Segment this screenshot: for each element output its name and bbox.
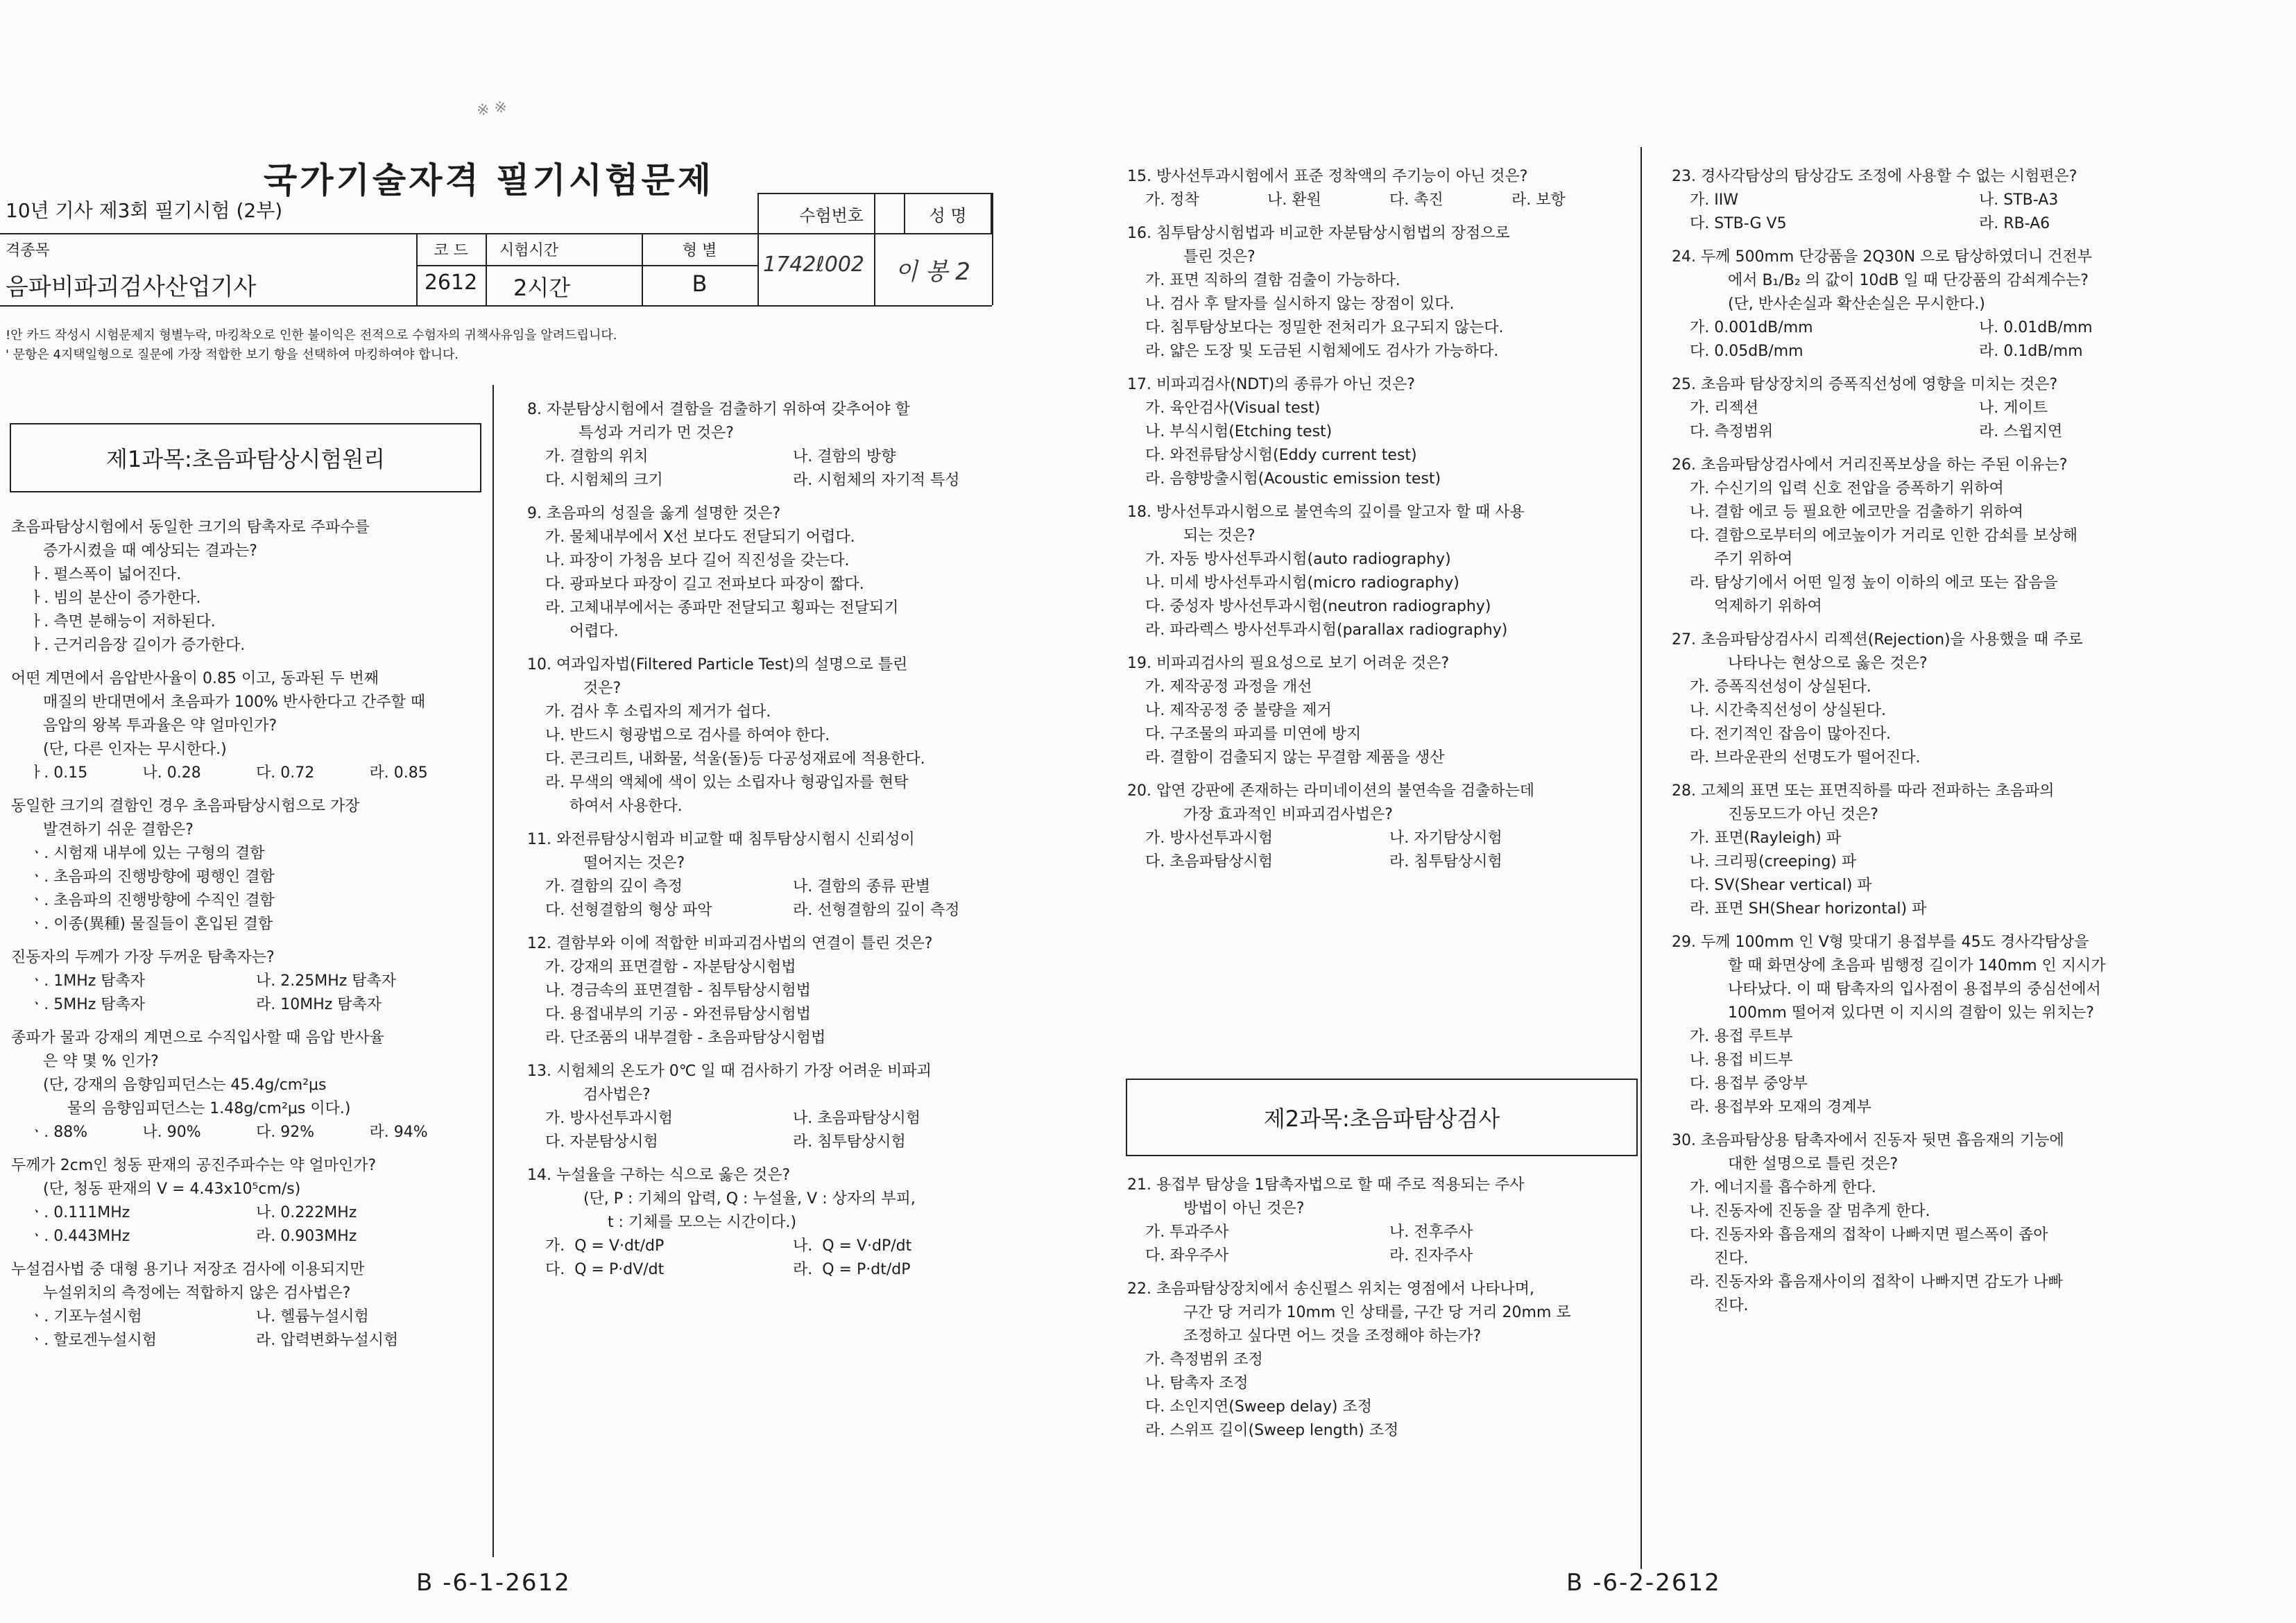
answer-option: 다. 용접부 중앙부 (1690, 1075, 1808, 1092)
answer-option: ㅏ. 측면 분해능이 저하된다. (29, 613, 216, 630)
option-row (527, 549, 1040, 573)
answer-option: 나. 크리핑(creeping) 파 (1690, 853, 1857, 870)
question (527, 932, 1040, 1050)
option-row (1127, 1419, 1634, 1443)
option-row (11, 913, 483, 936)
answer-option: ㆍ. 88% (29, 1124, 88, 1141)
answer-option: 가. 강재의 표면결함 - 자분탐상시험법 (545, 959, 796, 976)
answer-option: 라. 진동자와 흡음재사이의 접착이 나빠지면 감도가 나빠 진다. (1690, 1273, 2063, 1314)
column-1 (11, 516, 483, 1362)
question-stem: 진동자의 두께가 가장 두꺼운 탐촉자는? (11, 949, 275, 966)
type-value: B (692, 270, 708, 297)
option-row (1672, 723, 2268, 746)
answer-option: 나. 미세 방사선투과시험(micro radiography) (1145, 574, 1459, 592)
question (11, 1258, 483, 1352)
answer-option: 다. 측정범위 (1690, 423, 1774, 440)
option-row (1127, 619, 1634, 642)
answer-option: 나. 0.28 (142, 764, 201, 782)
answer-option: ㆍ. 0.111MHz (29, 1204, 130, 1221)
answer-option: ㅏ. 빔의 분산이 증가한다. (29, 590, 201, 607)
option-row (11, 563, 483, 587)
answer-option: 다. 전기적인 잡음이 많아진다. (1690, 725, 1891, 743)
code-label: 코 드 (434, 242, 468, 259)
answer-option: 다. 좌우주사 (1145, 1247, 1229, 1264)
answer-option: 라. 스위프 길이(Sweep length) 조정 (1145, 1422, 1399, 1439)
answer-option: 가. 제작공정 과정을 개선 (1145, 678, 1312, 696)
question (1127, 501, 1634, 642)
option-row (11, 1121, 483, 1144)
answer-option: 라. 10MHz 탐촉자 (256, 996, 382, 1013)
name-handwritten: 이 봉 2 (895, 258, 970, 286)
answer-option: ㆍ. 초음파의 진행방향에 수직인 결함 (29, 892, 275, 909)
answer-option: 가. 자동 방사선투과시험(auto radiography) (1145, 551, 1451, 568)
answer-option: 라. 파라렉스 방사선투과시험(parallax radiography) (1145, 621, 1508, 639)
option-row (11, 1201, 483, 1225)
question (11, 946, 483, 1017)
answer-option: 나. 헬륨누설시험 (256, 1308, 369, 1325)
option-row (1672, 1096, 2268, 1119)
answer-option: ㆍ. 0.443MHz (29, 1228, 130, 1245)
question (1672, 628, 2268, 770)
question (527, 828, 1040, 922)
question (1127, 652, 1634, 770)
answer-option: 가. 정착 (1145, 191, 1199, 209)
answer-option: 가. 증폭직선성이 상실된다. (1690, 678, 1871, 696)
answer-option: 나. 진동자에 진동을 잘 멈추게 한다. (1690, 1203, 1930, 1220)
option-row (1672, 1072, 2268, 1096)
answer-option: ㆍ. 1MHz 탐촉자 (29, 972, 146, 990)
option-row (11, 889, 483, 913)
notice-text (6, 326, 617, 365)
question-stem: 초음파탐상시험에서 동일한 크기의 탐촉자로 주파수를 증가시켰을 때 예상되는 결과는? (11, 519, 370, 560)
answer-option: 다. 와전류탐상시험(Eddy current test) (1145, 447, 1417, 464)
option-row (527, 1003, 1040, 1027)
answer-option: 나. 게이트 (1979, 400, 2048, 417)
answer-option: 라. 압력변화누설시험 (256, 1332, 399, 1349)
option-row (527, 445, 1040, 469)
question-stem: 동일한 크기의 결함인 경우 초음파탐상시험으로 가장 발견하기 쉬운 결함은? (11, 798, 360, 839)
answer-option: 가. 육안검사(Visual test) (1145, 400, 1321, 417)
right-page (1120, 0, 2296, 1623)
answer-option: 라. 무색의 액체에 색이 있는 소립자나 형광입자를 현탁 하여서 사용한다. (545, 774, 909, 815)
question (527, 398, 1040, 492)
option-row (11, 634, 483, 658)
answer-option: 나. 결함 에코 등 필요한 에코만을 검출하기 위하여 (1690, 504, 2023, 521)
notice-line: ' 문항은 4지택일형으로 질문에 가장 적합한 보기 항을 선택하여 마킹하여야 합니다. (6, 347, 459, 362)
time-label: 시험시간 (499, 242, 559, 259)
answer-option: 다. 촉진 (1389, 191, 1443, 209)
question (1672, 780, 2268, 921)
option-row (1127, 340, 1634, 363)
question-stem: 30. 초음파탐상용 탐촉자에서 진동자 뒷면 흡음재의 기능에 대한 설명으로 틀린 것은? (1672, 1132, 2064, 1173)
option-row (1127, 699, 1634, 723)
question-stem: 종파가 물과 강재의 계면으로 수직입사할 때 음압 반사율 은 약 몇 % 인가? (단, 강재의 음향임피던스는 45.4g/cm²μs 물의 음향임피던스는 1.48g/cm²μs 이다.) (11, 1029, 384, 1117)
question-stem: 23. 경사각탐상의 탐상감도 조정에 사용할 수 없는 시험편은? (1672, 168, 2077, 185)
option-row (1672, 850, 2268, 874)
question-stem: 18. 방사선투과시험으로 불연속의 깊이를 알고자 할 때 사용 되는 것은? (1127, 504, 1525, 544)
answer-option: 나. 환원 (1267, 191, 1321, 209)
answer-option: 가. 용접 루트부 (1690, 1028, 1793, 1045)
answer-option: 가. 표면(Rayleigh) 파 (1690, 830, 1842, 847)
question (1127, 373, 1634, 491)
answer-option: 가. 방사선투과시험 (545, 1110, 674, 1127)
question (1127, 1174, 1634, 1268)
answer-option: 나. 자기탐상시험 (1389, 830, 1502, 847)
answer-option: 가. Q = V·dt/dP (545, 1237, 665, 1255)
question (1672, 1129, 2268, 1318)
question (527, 502, 1040, 644)
answer-option: 가. 수신기의 입력 신호 전압을 증폭하기 위하여 (1690, 480, 2004, 497)
option-row (1672, 1271, 2268, 1318)
question-stem: 누설검사법 중 대형 용기나 저장조 검사에 이용되지만 누설위치의 측정에는 적합하지 않은 검사법은? (11, 1261, 365, 1302)
question-stem: 16. 침투탐상시험법과 비교한 자분탐상시험법의 장점으로 틀린 것은? (1127, 225, 1510, 266)
question-stem: 29. 두께 100mm 인 V형 맞대기 용접부를 45도 경사각탐상을 할 때 화면상에 초음파 빔행정 길이가 140mm 인 지시가 나타났다. 이 때 탐촉자의 입사점이 용접부의 중심선에서 100mm 떨어져 있다면 이 지시의 결함이 있는 위치는? (1672, 934, 2106, 1022)
answer-option: 다. 진동자와 흡음재의 접착이 나빠지면 펄스폭이 좁아 진다. (1690, 1226, 2048, 1267)
option-row (1672, 477, 2268, 501)
option-row (1127, 1221, 1634, 1244)
answer-option: 다. 결함으로부터의 에코높이가 거리로 인한 감쇠를 보상해 주기 위하여 (1690, 527, 2078, 568)
exam-no-label: 수험번호 (758, 194, 905, 234)
answer-option: 라. 94% (369, 1124, 428, 1141)
question (1672, 165, 2268, 236)
answer-option: 나. Q = V·dP/dt (793, 1237, 912, 1255)
option-row (1672, 524, 2268, 572)
option-row (1127, 746, 1634, 770)
answer-option: 라. 0.85 (369, 764, 428, 782)
exam-subtitle: 10년 기사 제3회 필기시험 (2부) (6, 199, 283, 222)
question-stem: 28. 고체의 표면 또는 표면직하를 따라 전파하는 초음파의 진동모드가 아닌 것은? (1672, 782, 2055, 823)
answer-option: 가. 0.001dB/mm (1690, 319, 1813, 336)
answer-option: 다. 콘크리트, 내화물, 석울(돌)등 다공성재료에 적용한다. (545, 750, 925, 768)
answer-option: 나. 2.25MHz 탐촉자 (256, 972, 397, 990)
option-row (1127, 827, 1634, 850)
answer-option: 나. STB-A3 (1979, 191, 2059, 209)
option-row (1672, 397, 2268, 420)
answer-option: 다. 초음파탐상시험 (1145, 853, 1274, 870)
answer-option: ㆍ. 시험재 내부에 있는 구형의 결함 (29, 845, 265, 862)
option-row (1672, 676, 2268, 699)
column-3b (1127, 1174, 1634, 1452)
answer-option: 나. 탐촉자 조정 (1145, 1375, 1249, 1392)
question (11, 1027, 483, 1144)
exam-no-handwritten: 1742ℓ002 (763, 252, 865, 277)
answer-option: 라. 보항 (1511, 191, 1566, 209)
name-label: 성 명 (905, 194, 991, 234)
subject1-title: 제1과목:초음파탐상시험원리 (105, 446, 386, 472)
option-row (1672, 1025, 2268, 1049)
option-row (527, 979, 1040, 1003)
answer-option: 나. 반드시 형광법으로 검사를 하여야 한다. (545, 727, 830, 744)
question (1672, 454, 2268, 619)
category-label: 격종목 (6, 242, 50, 259)
stamp-mark: ※ ※ (475, 98, 508, 120)
time-value: 2시간 (513, 275, 571, 301)
option-row (1672, 501, 2268, 524)
option-row (1672, 746, 2268, 770)
answer-option: 나. 0.222MHz (256, 1204, 357, 1221)
option-row (527, 1107, 1040, 1131)
question (1672, 373, 2268, 444)
answer-option: 가. 에너지를 흡수하게 한다. (1690, 1179, 1876, 1196)
option-row (11, 1225, 483, 1248)
option-row (1127, 420, 1634, 444)
answer-option: 라. 스윕지연 (1979, 423, 2063, 440)
answer-option: ㆍ. 초음파의 진행방향에 평행인 결함 (29, 868, 275, 886)
notice-line: !안 카드 작성시 시험문제지 형별누락, 마킹착오로 인한 불이익은 전적으로 수험자의 귀책사유임을 알려드립니다. (6, 328, 617, 343)
answer-option: 다. 소인지연(Sweep delay) 조정 (1145, 1398, 1373, 1416)
answer-option: 나. 결함의 종류 판별 (793, 878, 930, 895)
answer-option: 가. 리젝션 (1690, 400, 1758, 417)
answer-option: ㅏ. 근거리음장 길이가 증가한다. (29, 637, 246, 654)
question-stem: 25. 초음파 탐상장치의 증폭직선성에 영향을 미치는 것은? (1672, 376, 2058, 393)
question-stem: 15. 방사선투과시험에서 표준 정착액의 주기능이 아닌 것은? (1127, 168, 1528, 185)
question-stem: 두께가 2cm인 청동 판재의 공진주파수는 약 얼마인가? (단, 청동 판재의 V = 4.43x10⁵cm/s) (11, 1157, 377, 1198)
question-stem: 12. 결함부와 이에 적합한 비파괴검사법의 연결이 틀린 것은? (527, 935, 933, 952)
answer-option: 라. 음향방출시험(Acoustic emission test) (1145, 470, 1441, 488)
question (11, 667, 483, 785)
answer-option: 나. 검사 후 탈자를 실시하지 않는 장점이 있다. (1145, 295, 1455, 313)
option-row (11, 762, 483, 785)
answer-option: 가. 표면 직하의 결함 검출이 가능하다. (1145, 272, 1400, 289)
option-row (527, 701, 1040, 724)
question-stem: 22. 초음파탐상장치에서 송신펄스 위치는 영점에서 나타나며, 구간 당 거리가 10mm 인 상태를, 구간 당 거리 20mm 로 조정하고 싶다면 어느 것을 조정해야 하는가? (1127, 1280, 1571, 1345)
answer-option: 나. 부식시험(Etching test) (1145, 423, 1333, 440)
option-row (11, 610, 483, 634)
question-stem: 11. 와전류탐상시험과 비교할 때 침투탐상시험시 신뢰성이 떨어지는 것은? (527, 831, 915, 872)
option-row (527, 1258, 1040, 1282)
option-row (11, 842, 483, 866)
question (11, 1154, 483, 1248)
option-row (11, 1329, 483, 1352)
option-row (1672, 316, 2268, 340)
answer-option: 가. 측정범위 조정 (1145, 1351, 1263, 1368)
option-row (1127, 1396, 1634, 1419)
subject2-box (1126, 1079, 1638, 1156)
answer-option: 라. 브라운관의 선명도가 떨어진다. (1690, 749, 1921, 766)
option-row (11, 970, 483, 993)
option-row (1672, 1049, 2268, 1072)
answer-option: 라. RB-A6 (1979, 215, 2050, 232)
answer-option: 라. 단조품의 내부결함 - 초음파탐상시험법 (545, 1029, 826, 1047)
answer-option: 가. 투과주사 (1145, 1223, 1229, 1241)
option-row (1672, 898, 2268, 921)
option-row (1127, 397, 1634, 420)
option-row (1127, 548, 1634, 572)
answer-option: 나. 초음파탐상시험 (793, 1110, 921, 1127)
category-value: 음파비파괴검사산업기사 (6, 273, 257, 301)
option-row (527, 1235, 1040, 1258)
question-stem: 13. 시험체의 온도가 0℃ 일 때 검사하기 가장 어려운 비파괴 검사법은? (527, 1063, 932, 1104)
option-row (527, 596, 1040, 644)
question-stem: 19. 비파괴검사의 필요성으로 보기 어려운 것은? (1127, 655, 1450, 672)
question (11, 516, 483, 658)
question (1672, 931, 2268, 1119)
option-row (1127, 572, 1634, 595)
answer-option: 다. 자분탐상시험 (545, 1133, 658, 1151)
answer-option: 라. 0.1dB/mm (1979, 343, 2083, 360)
question (527, 1060, 1040, 1154)
answer-option: 라. 결함이 검출되지 않는 무결함 제품을 생산 (1145, 749, 1445, 766)
answer-option: 나. 파장이 가청음 보다 길어 직진성을 갖는다. (545, 552, 850, 569)
question (1127, 222, 1634, 363)
left-page (0, 0, 1120, 1623)
answer-option: 다. 중성자 방사선투과시험(neutron radiography) (1145, 598, 1491, 615)
column-2 (527, 398, 1040, 1291)
option-row (1672, 420, 2268, 444)
option-row (1127, 189, 1634, 212)
option-row (1127, 444, 1634, 467)
answer-option: 가. 방사선투과시험 (1145, 830, 1274, 847)
answer-option: 다. 92% (256, 1124, 315, 1141)
column-4 (1672, 165, 2268, 1328)
answer-option: ㆍ. 기포누설시험 (29, 1308, 142, 1325)
option-row (1672, 874, 2268, 898)
answer-option: 나. 전후주사 (1389, 1223, 1473, 1241)
code-value: 2612 (424, 270, 478, 295)
question-stem: 9. 초음파의 성질을 옳게 설명한 것은? (527, 505, 781, 522)
question (1672, 246, 2268, 363)
option-row (527, 724, 1040, 748)
option-row (1127, 316, 1634, 340)
option-row (1127, 595, 1634, 619)
option-row (1127, 269, 1634, 293)
option-row (527, 771, 1040, 818)
option-row (527, 956, 1040, 979)
page-title: 국가기술자격 필기시험문제 (264, 160, 714, 200)
question (11, 795, 483, 936)
answer-option: ㆍ. 이종(異種) 물질들이 혼입된 결함 (29, 916, 273, 933)
option-row (1672, 1176, 2268, 1200)
answer-option: ㅏ. 0.15 (29, 764, 88, 782)
option-row (1672, 212, 2268, 236)
option-row (527, 1131, 1040, 1154)
answer-option: 다. STB-G V5 (1690, 215, 1787, 232)
question-stem: 17. 비파괴검사(NDT)의 종류가 아닌 것은? (1127, 376, 1415, 393)
answer-option: 다. 용접내부의 기공 - 와전류탐상시험법 (545, 1006, 811, 1023)
answer-option: ㆍ. 할로겐누설시험 (29, 1332, 157, 1349)
answer-option: 다. 광파보다 파장이 길고 전파보다 파장이 짧다. (545, 576, 864, 593)
question-stem: 24. 두께 500mm 단강품을 2Q30N 으로 탐상하였더니 건전부 에서 B₁/B₂ 의 값이 10dB 일 때 단강품의 감쇠계수는? (단, 반사손실과 확산손실은 무시한다.) (1672, 248, 2092, 313)
answer-option: 다. 침투탐상보다는 정밀한 전처리가 요구되지 않는다. (1145, 319, 1504, 336)
answer-option: 라. 용접부와 모재의 경계부 (1690, 1099, 1871, 1116)
answer-option: ㅏ. 펄스폭이 넓어진다. (29, 566, 182, 583)
option-row (527, 875, 1040, 899)
option-row (1672, 340, 2268, 363)
answer-option: 라. 침투탐상시험 (793, 1133, 906, 1151)
question-stem: 26. 초음파탐상검사에서 거리진폭보상을 하는 주된 이유는? (1672, 456, 2068, 474)
question-stem: 8. 자분탐상시험에서 결함을 검출하기 위하여 갖추어야 할 특성과 거리가 먼 것은? (527, 401, 910, 442)
answer-option: 다. SV(Shear vertical) 파 (1690, 877, 1872, 894)
column-3 (1127, 165, 1634, 884)
option-row (11, 866, 483, 889)
answer-option: 다. Q = P·dV/dt (545, 1261, 665, 1278)
answer-option: 나. 경금속의 표면결함 - 침투탐상시험법 (545, 982, 811, 999)
answer-option: 나. 0.01dB/mm (1979, 319, 2093, 336)
option-row (1127, 723, 1634, 746)
answer-option: 라. 시험체의 자기적 특성 (793, 472, 960, 489)
page-number-right: B -6-2-2612 (1566, 1569, 1721, 1597)
option-row (1672, 189, 2268, 212)
question (1127, 165, 1634, 212)
option-row (527, 899, 1040, 922)
answer-option: 라. 진자주사 (1389, 1247, 1473, 1264)
question-stem: 21. 용접부 탐상을 1탐촉자법으로 할 때 주로 적용되는 주사 방법이 아닌 것은? (1127, 1176, 1525, 1217)
type-label: 형 별 (682, 242, 717, 259)
answer-option: 라. Q = P·dt/dP (793, 1261, 911, 1278)
answer-option: 나. 제작공정 중 불량을 제거 (1145, 702, 1332, 719)
option-row (1127, 293, 1634, 316)
answer-option: 라. 탐상기에서 어떤 일정 높이 이하의 에코 또는 잡음을 억제하기 위하여 (1690, 574, 2058, 615)
option-row (11, 993, 483, 1017)
subject2-title: 제2과목:초음파탐상검사 (1263, 1106, 1500, 1132)
question-stem: 27. 초음파탐상검사시 리젝션(Rejection)을 사용했을 때 주로 나타나는 현상으로 옳은 것은? (1672, 631, 2083, 672)
option-row (11, 587, 483, 610)
option-row (1672, 1200, 2268, 1223)
question (1127, 1278, 1634, 1443)
answer-option: 나. 90% (142, 1124, 201, 1141)
option-row (1672, 827, 2268, 850)
option-row (1127, 1348, 1634, 1372)
option-row (1127, 850, 1634, 874)
answer-option: 가. IIW (1690, 191, 1738, 209)
answer-option: 나. 시간축직선성이 상실된다. (1690, 702, 1886, 719)
option-row (527, 748, 1040, 771)
answer-option: 다. 0.05dB/mm (1690, 343, 1804, 360)
answer-option: 라. 0.903MHz (256, 1228, 357, 1245)
answer-option: 가. 결함의 깊이 측정 (545, 878, 683, 895)
option-row (1672, 699, 2268, 723)
option-row (527, 469, 1040, 492)
option-row (1127, 676, 1634, 699)
answer-option: 나. 용접 비드부 (1690, 1051, 1793, 1069)
option-row (527, 1027, 1040, 1050)
answer-option: ㆍ. 5MHz 탐촉자 (29, 996, 146, 1013)
option-row (1672, 1223, 2268, 1271)
answer-option: 라. 고체내부에서는 종파만 전달되고 횡파는 전달되기 어렵다. (545, 599, 899, 640)
option-row (1127, 1372, 1634, 1396)
page-number-left: B -6-1-2612 (416, 1569, 571, 1597)
question (527, 653, 1040, 818)
option-row (11, 1305, 483, 1329)
option-row (1672, 572, 2268, 619)
answer-option: 라. 선형결함의 깊이 측정 (793, 902, 960, 919)
answer-option: 라. 침투탐상시험 (1389, 853, 1502, 870)
option-row (1127, 467, 1634, 491)
question-stem: 14. 누설율을 구하는 식으로 옳은 것은? (단, P : 기체의 압력, Q : 누설율, V : 상자의 부피, t : 기체를 모으는 시간이다.) (527, 1167, 916, 1231)
question (1127, 780, 1634, 874)
option-row (1127, 1244, 1634, 1268)
answer-option: 가. 결함의 위치 (545, 448, 649, 465)
subject1-box (10, 423, 481, 492)
answer-option: 라. 표면 SH(Shear horizontal) 파 (1690, 900, 1927, 918)
answer-option: 다. 선형결함의 형상 파악 (545, 902, 712, 919)
answer-option: 가. 검사 후 소립자의 제거가 쉽다. (545, 703, 771, 721)
question (527, 1164, 1040, 1282)
question-stem: 10. 여과입자법(Filtered Particle Test)의 설명으로 틀린 것은? (527, 656, 908, 697)
option-row (527, 526, 1040, 549)
question-stem: 어떤 계면에서 음압반사율이 0.85 이고, 동과된 두 번째 매질의 반대면에서 초음파가 100% 반사한다고 간주할 때 음압의 왕복 투과율은 약 얼마인가? (단, 다른 인자는 무시한다.) (11, 670, 426, 758)
answer-option: 다. 구조물의 파괴를 미연에 방지 (1145, 725, 1362, 743)
answer-option: 라. 얇은 도장 및 도금된 시험체에도 검사가 가능하다. (1145, 343, 1499, 360)
option-row (527, 573, 1040, 596)
answer-option: 나. 결함의 방향 (793, 448, 896, 465)
answer-option: 다. 시험체의 크기 (545, 472, 663, 489)
answer-option: 가. 물체내부에서 X선 보다도 전달되기 어렵다. (545, 529, 855, 546)
question-stem: 20. 압연 강판에 존재하는 라미네이션의 불연속을 검출하는데 가장 효과적인 비파괴검사법은? (1127, 782, 1534, 823)
answer-option: 다. 0.72 (256, 764, 315, 782)
